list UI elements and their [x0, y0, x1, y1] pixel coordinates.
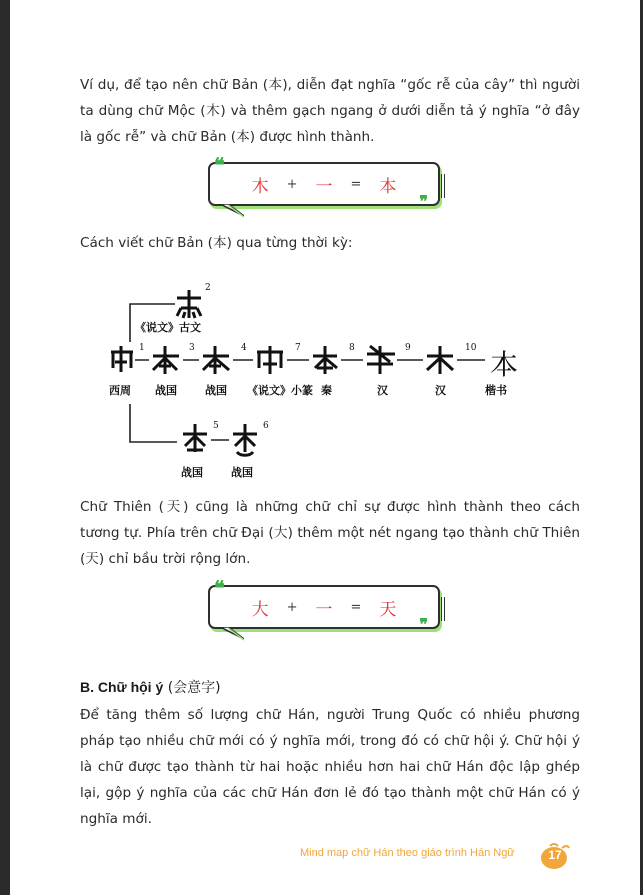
number-10: 10	[465, 343, 477, 353]
formula-callout-ban	[208, 153, 440, 211]
number-9: 9	[405, 343, 411, 353]
callout-tail-icon	[222, 627, 244, 641]
close-quote-icon: ❞	[419, 615, 428, 634]
intro-paragraph: Ví dụ, để tạo nên chữ Bản (本), diễn đạt nghĩa “gốc rễ của cây” thì người ta dùng chữ Mộc (木) và thêm gạch ngang ở dưới diễn tả ý nghĩa “ở đây là gốc rễ” và chữ Bản (本) được hình thành.	[80, 77, 580, 145]
number-4: 4	[241, 343, 247, 353]
formula-thien-result: 天	[379, 599, 397, 620]
evolution-diagram	[105, 276, 555, 486]
page	[10, 0, 640, 895]
formula-thien	[210, 587, 438, 627]
footer-title: Mind map chữ Hán theo giáo trình Hán Ngữ	[300, 847, 515, 859]
formula-ban-b: 一	[315, 176, 333, 197]
evolution-heading: Cách viết chữ Bản (本) qua từng thời kỳ:	[80, 235, 353, 251]
decorative-stripes	[441, 597, 447, 621]
modern-glyph: 本	[490, 348, 519, 381]
label-3: 战国	[205, 384, 227, 397]
close-quote-icon: ❞	[419, 192, 428, 211]
bottom-label-2: 战国	[231, 466, 253, 479]
label-4: 《说文》小篆	[247, 384, 313, 397]
label-7: 汉	[435, 384, 446, 397]
number-8: 8	[349, 343, 355, 353]
formula-thien-equals: =	[350, 599, 362, 615]
number-3: 3	[189, 343, 195, 353]
decorative-stripes	[441, 174, 447, 198]
section-b-chinese: (会意字)	[167, 680, 221, 696]
formula-ban-plus: +	[286, 176, 298, 192]
label-1: 西周	[109, 384, 131, 397]
formula-thien-a: 大	[251, 599, 269, 620]
formula-ban	[210, 164, 438, 204]
callout-tail-icon	[222, 204, 244, 218]
top-number: 2	[205, 283, 211, 293]
formula-callout-thien	[208, 576, 440, 634]
section-b-title	[80, 674, 221, 701]
thien-paragraph: Chữ Thiên (天) cũng là những chữ chỉ sự được hình thành theo cách tương tự. Phía trên chữ Đại (大) thêm một nét ngang tạo thành chữ Thiên (天) chỉ bầu trời rộng lớn.	[80, 499, 580, 567]
label-5: 秦	[321, 384, 332, 397]
number-1: 1	[139, 343, 145, 353]
section-b-label: B. Chữ hội ý	[80, 679, 164, 695]
formula-thien-b: 一	[315, 599, 333, 620]
open-quote-icon: ❝	[214, 153, 225, 177]
section-b-paragraph: Để tăng thêm số lượng chữ Hán, người Trung Quốc có nhiều phương pháp tạo nhiều chữ mới có ý nghĩa mới, trong đó có chữ hội ý. Chữ hội ý là chữ được tạo thành từ hai hoặc nhiều hơn hai chữ Hán độc lập ghép lại, gộp ý nghĩa của các chữ Hán đơn lẻ đó tạo thành một chữ Hán có ý nghĩa mới.	[80, 707, 580, 827]
page-number: 17	[548, 848, 562, 862]
number-6: 6	[263, 421, 269, 431]
label-6: 汉	[377, 384, 388, 397]
number-5: 5	[213, 421, 219, 431]
formula-ban-result: 本	[379, 176, 397, 197]
label-8: 楷书	[485, 384, 507, 397]
bottom-label-1: 战国	[181, 466, 203, 479]
number-7: 7	[295, 343, 301, 353]
formula-thien-plus: +	[286, 599, 298, 615]
open-quote-icon: ❝	[214, 576, 225, 600]
label-2: 战国	[155, 384, 177, 397]
formula-ban-equals: =	[350, 176, 362, 192]
top-label: 《说文》古文	[135, 321, 201, 334]
formula-ban-a: 木	[251, 176, 269, 197]
